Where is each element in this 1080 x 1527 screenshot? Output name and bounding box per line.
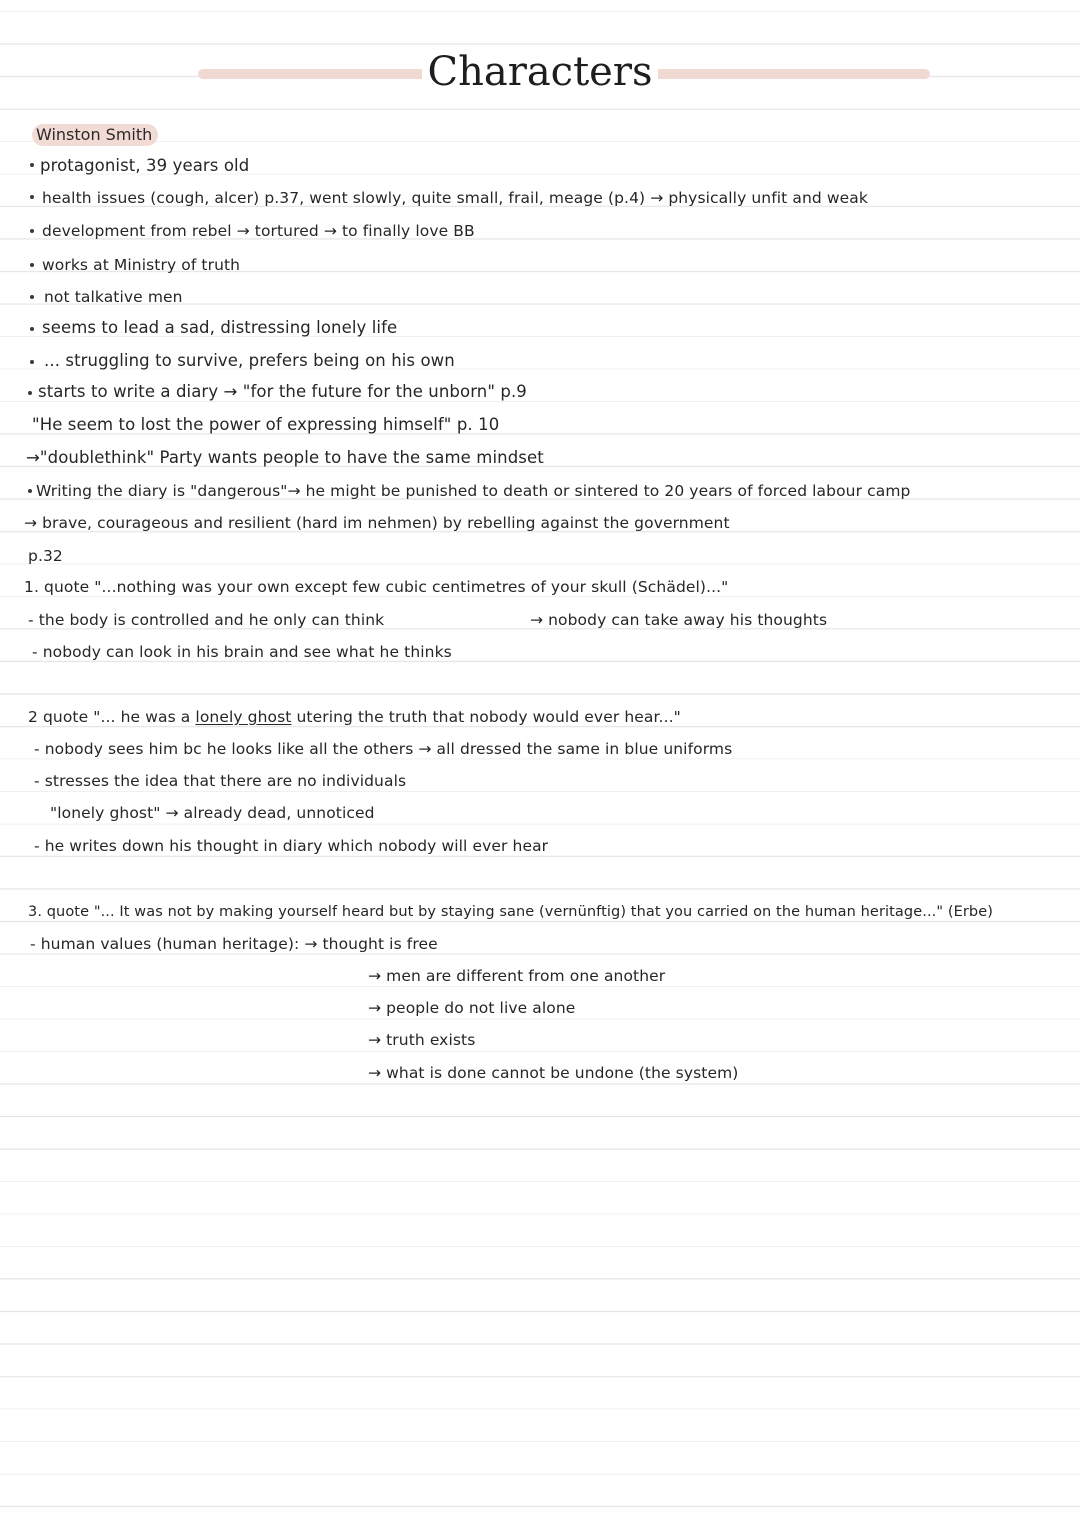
quote-2-suffix: utering the truth that nobody would ever hear..." xyxy=(291,708,681,726)
bullet-item: health issues (cough, alcer) p.37, went slowly, quite small, frail, meage (p.4) → physically unfit and weak xyxy=(42,189,868,207)
bullet-item: Writing the diary is "dangerous"→ he might be punished to death or sintered to 20 years of forced labour camp xyxy=(36,482,911,500)
quote-2-prefix: 2 quote "... he was a xyxy=(28,708,196,726)
quote-2-note: - he writes down his thought in diary which nobody will ever hear xyxy=(34,837,549,855)
bullet-item: protagonist, 39 years old xyxy=(40,156,250,175)
quote-3-values-label: - human values (human heritage): → thought is free xyxy=(30,935,438,953)
bullet-dot xyxy=(30,360,34,364)
quote-3-value: → truth exists xyxy=(368,1031,476,1049)
page-title: Characters xyxy=(0,46,1080,98)
quote-1-note: - nobody can look in his brain and see what he thinks xyxy=(32,643,452,661)
bullet-item: ... struggling to survive, prefers being on his own xyxy=(44,351,455,370)
page-reference: p.32 xyxy=(28,547,63,565)
bullet-item: development from rebel → tortured → to finally love BB xyxy=(42,222,475,240)
quote-3-value: → men are different from one another xyxy=(368,967,666,985)
bullet-dot xyxy=(30,195,34,199)
quote-3: 3. quote "... It was not by making yourself heard but by staying sane (vernünftig) that you carried on the human heritage..." (Erbe) xyxy=(28,904,994,920)
bullet-dot xyxy=(28,391,32,395)
bullet-item: starts to write a diary → "for the future for the unborn" p.9 xyxy=(38,382,527,401)
note-line: → brave, courageous and resilient (hard im nehmen) by rebelling against the government xyxy=(24,514,730,532)
bullet-dot xyxy=(30,163,34,167)
character-name: Winston Smith xyxy=(32,124,158,146)
bullet-item: seems to lead a sad, distressing lonely life xyxy=(42,318,398,337)
quote-text: "He seem to lost the power of expressing himself" p. 10 xyxy=(32,415,500,434)
bullet-dot xyxy=(30,229,34,233)
quote-3-value: → what is done cannot be undone (the system) xyxy=(368,1064,739,1082)
bullet-dot xyxy=(28,489,32,493)
bullet-dot xyxy=(30,295,34,299)
bullet-item: works at Ministry of truth xyxy=(42,256,241,274)
bullet-item: not talkative men xyxy=(44,288,183,306)
bullet-dot xyxy=(30,327,34,331)
quote-2-highlight: lonely ghost xyxy=(195,708,292,726)
quote-2 xyxy=(28,706,681,728)
quote-3-value: → people do not live alone xyxy=(368,999,576,1017)
quote-1: 1. quote "...nothing was your own except few cubic centimetres of your skull (Schädel)..." xyxy=(24,578,729,596)
quote-2-note: "lonely ghost" → already dead, unnoticed xyxy=(50,804,375,822)
quote-1-note: - the body is controlled and he only can think xyxy=(28,611,385,629)
doublethink-note: →"doublethink" Party wants people to have the same mindset xyxy=(26,448,544,467)
quote-2-note: - stresses the idea that there are no individuals xyxy=(34,772,407,790)
quote-2-note: - nobody sees him bc he looks like all the others → all dressed the same in blue uniforms xyxy=(34,740,733,758)
bullet-dot xyxy=(30,263,34,267)
quote-1-arrow-note: → nobody can take away his thoughts xyxy=(530,611,828,629)
